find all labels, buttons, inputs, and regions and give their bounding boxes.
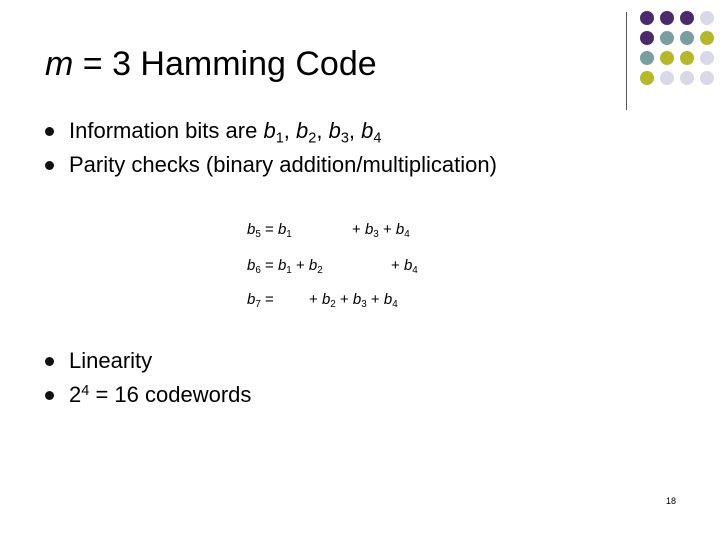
eq-operator: + xyxy=(391,257,404,274)
bullet-list-top xyxy=(45,114,497,182)
eq-subscript: 6 xyxy=(255,264,261,276)
slide-title xyxy=(45,44,377,84)
decorative-dot xyxy=(640,71,654,85)
equation-b5-rhs xyxy=(352,220,410,240)
decorative-dot xyxy=(700,71,714,85)
eq-var: b xyxy=(364,221,374,238)
decorative-dot xyxy=(680,11,694,25)
eq-subscript: 5 xyxy=(255,228,261,240)
eq-operator: = xyxy=(260,221,278,238)
decorative-dot xyxy=(660,51,674,65)
eq-subscript: 1 xyxy=(286,228,292,240)
bit-var: b xyxy=(361,118,374,143)
eq-var: b xyxy=(247,291,256,308)
eq-var: b xyxy=(308,257,318,274)
equation-b6-lhs xyxy=(247,256,323,276)
eq-operator: + xyxy=(366,291,384,308)
decorative-dot xyxy=(700,11,714,25)
bullet-item-codewords xyxy=(45,378,251,412)
eq-subscript: 4 xyxy=(392,298,398,310)
eq-subscript: 2 xyxy=(330,298,336,310)
decorative-dot xyxy=(680,51,694,65)
separator: , xyxy=(283,118,296,143)
eq-var: b xyxy=(352,291,362,308)
equation-b6-rhs xyxy=(391,256,418,276)
decorative-dot xyxy=(700,31,714,45)
separator: , xyxy=(316,118,329,143)
bullet-item-linearity xyxy=(45,344,251,378)
eq-operator: + xyxy=(309,291,322,308)
title-variable: m xyxy=(45,45,74,83)
bit-subscript: 3 xyxy=(340,130,349,147)
bullet-text: Parity checks (binary addition/multiplication) xyxy=(69,152,497,177)
decorative-dot xyxy=(700,51,714,65)
decorative-dot xyxy=(680,71,694,85)
eq-operator: = xyxy=(260,257,278,274)
bullet-dot-icon xyxy=(45,391,54,400)
eq-subscript: 2 xyxy=(317,264,323,276)
bullet-text: Linearity xyxy=(69,348,153,373)
bit-var: b xyxy=(296,118,309,143)
eq-var: b xyxy=(395,221,405,238)
eq-subscript: 4 xyxy=(412,264,418,276)
bit-subscript: 1 xyxy=(275,130,284,147)
decorative-dot xyxy=(680,31,694,45)
title-text: = 3 Hamming Code xyxy=(73,45,377,83)
separator: , xyxy=(348,118,362,143)
decorative-divider-line xyxy=(626,12,627,110)
eq-var: b xyxy=(277,221,287,238)
eq-subscript: 7 xyxy=(255,298,261,310)
eq-var: b xyxy=(247,257,256,274)
eq-subscript: 3 xyxy=(373,228,379,240)
bullet-dot-icon xyxy=(45,161,54,170)
eq-var: b xyxy=(321,291,331,308)
equation-b7-rhs xyxy=(309,290,398,310)
bullet-item-parity-checks xyxy=(45,148,497,182)
eq-var: b xyxy=(247,221,256,238)
eq-operator: + xyxy=(352,221,365,238)
bit-var: b xyxy=(263,118,276,143)
bullet-item-information-bits xyxy=(45,114,497,148)
eq-var: b xyxy=(277,257,287,274)
eq-operator: + xyxy=(291,257,309,274)
eq-var: b xyxy=(403,257,413,274)
eq-operator: + xyxy=(378,221,396,238)
eq-operator: = xyxy=(260,291,274,308)
bit-subscript: 2 xyxy=(308,130,317,147)
bit-subscript: 4 xyxy=(373,130,382,147)
decorative-dot xyxy=(640,31,654,45)
decorative-dot xyxy=(660,11,674,25)
equation-b5-lhs xyxy=(247,220,292,240)
eq-var: b xyxy=(383,291,393,308)
bullet-dot-icon xyxy=(45,357,54,366)
eq-operator: + xyxy=(335,291,353,308)
bullet-dot-icon xyxy=(45,127,54,136)
equation-b7-lhs xyxy=(247,290,274,310)
eq-subscript: 4 xyxy=(404,228,410,240)
page-number: 18 xyxy=(666,496,677,506)
eq-subscript: 3 xyxy=(361,298,367,310)
bit-var: b xyxy=(328,118,341,143)
decorative-dot xyxy=(640,51,654,65)
bullet-list-bottom xyxy=(45,344,251,412)
decorative-dot xyxy=(640,11,654,25)
eq-subscript: 1 xyxy=(286,264,292,276)
bullet-text: = 16 codewords xyxy=(89,382,252,407)
power-base: 2 xyxy=(69,382,82,407)
decorative-dot xyxy=(660,71,674,85)
power-exponent: 4 xyxy=(81,382,90,399)
bullet-text: Information bits are xyxy=(69,118,264,143)
decorative-dot xyxy=(660,31,674,45)
